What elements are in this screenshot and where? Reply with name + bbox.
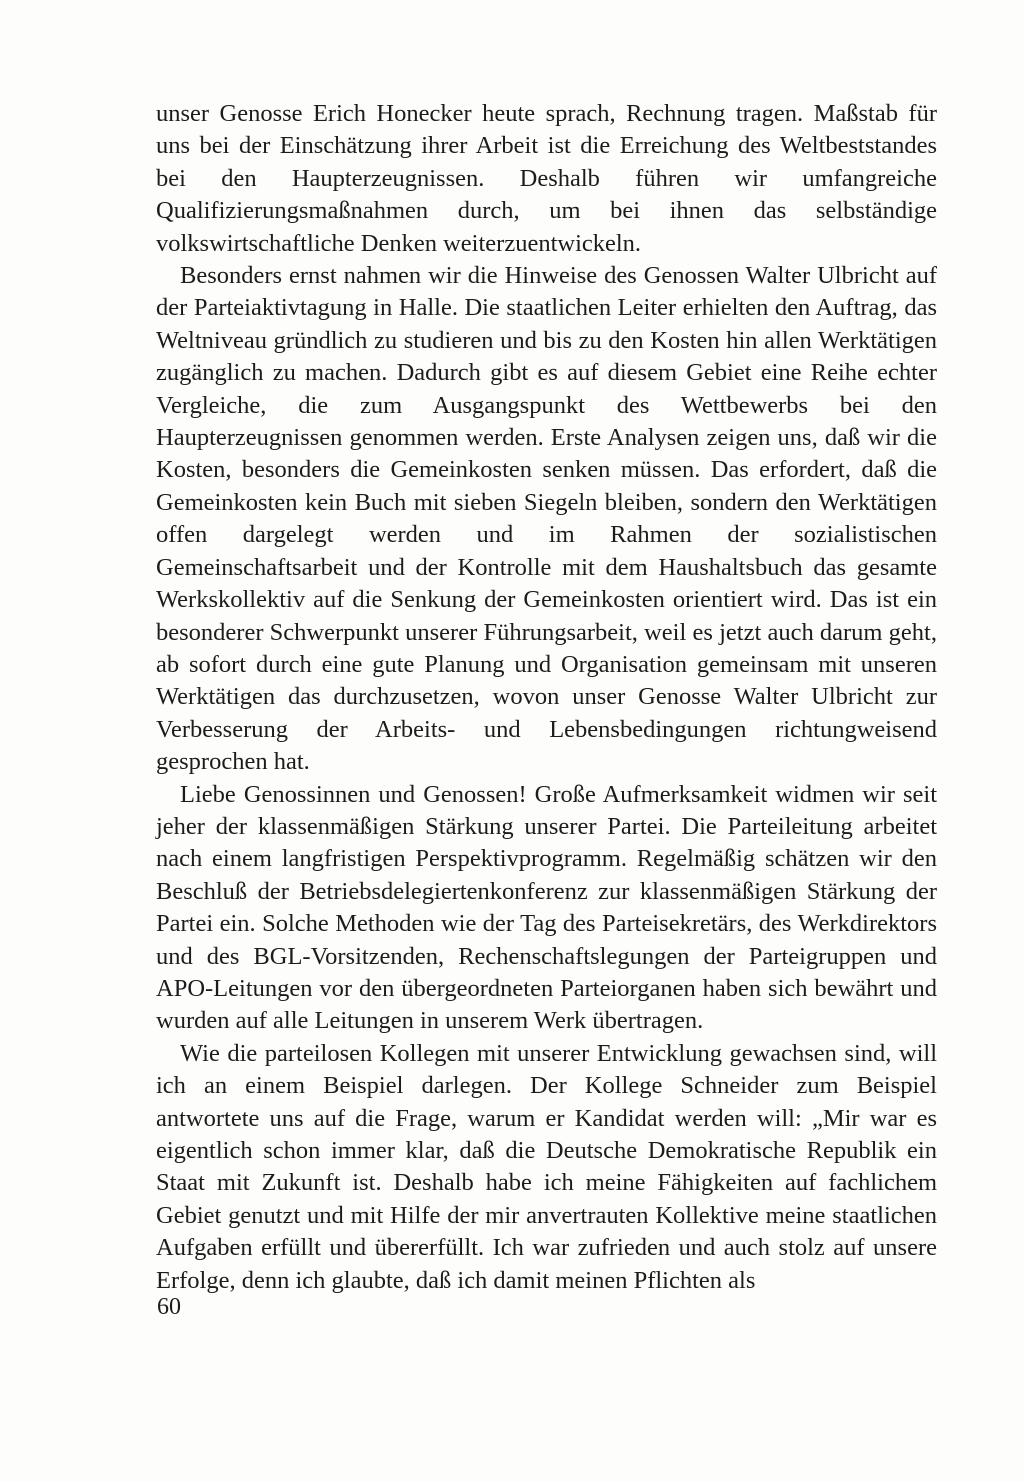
paragraph-kollege-schneider: Wie die parteilosen Kollegen mit unserer Entwicklung gewachsen sind, will ich an einem Beispiel darlegen. Der Kollege Schneider zum Beispiel antwortete uns auf die Frage, warum er Kandidat werden will: „Mir war es eigentlich schon immer klar, daß die Deutsche Demokratische Republik ein Staat mit Zukunft ist. Deshalb habe ich meine Fähigkeiten auf fachlichem Gebiet genutzt und mit Hilfe der mir anvertrauten Kollektive meine staatlichen Aufgaben erfüllt und übererfüllt. Ich war zufrieden und auch stolz auf unsere Erfolge, denn ich glaubte, daß ich damit meinen Pflichten als — [156, 1039, 937, 1294]
paragraph-continuation: unser Genosse Erich Honecker heute sprach, Rechnung tragen. Maßstab für uns bei der Einschätzung ihrer Arbeit ist die Erreichung des Weltbeststandes bei den Haupterzeugnissen. Deshalb führen wir umfangreiche Qualifizierungsmaßnahmen durch, um bei ihnen das selbständige volkswirtschaftliche Denken weiterzuentwickeln. — [156, 100, 937, 257]
body-text — [156, 98, 937, 1297]
paragraph-parteistaerkung: Liebe Genossinnen und Genossen! Große Aufmerksamkeit widmen wir seit jeher der klassenmäßigen Stärkung unserer Partei. Die Parteileitung arbeitet nach einem langfristigen Perspektivprogramm. Regelmäßig schätzen wir den Beschluß der Betriebsdelegiertenkonferenz zur klassenmäßigen Stärkung der Partei ein. Solche Methoden wie der Tag des Parteisekretärs, des Werkdirektors und des BGL-Vorsitzenden, Rechenschaftslegungen der Parteigruppen und APO-Leitungen vor den übergeordneten Parteiorganen haben sich bewährt und wurden auf alle Leitungen in unserem Werk übertragen. — [156, 780, 937, 1035]
page-number: 60 — [157, 1294, 181, 1320]
paragraph-ulbricht-hinweise: Besonders ernst nahmen wir die Hinweise des Genossen Walter Ulbricht auf der Parteiaktivtagung in Halle. Die staatlichen Leiter erhielten den Auftrag, das Weltniveau gründlich zu studieren und bis zu den Kosten hin allen Werktätigen zugänglich zu machen. Dadurch gibt es auf diesem Gebiet eine Reihe echter Vergleiche, die zum Ausgangspunkt des Wettbewerbs bei den Haupterzeugnissen genommen werden. Erste Analysen zeigen uns, daß wir die Kosten, besonders die Gemeinkosten senken müssen. Das erfordert, daß die Gemeinkosten kein Buch mit sieben Siegeln bleiben, sondern den Werktätigen offen dargelegt werden und im Rahmen der sozialistischen Gemeinschaftsarbeit und der Kontrolle mit dem Haushaltsbuch das gesamte Werkskollektiv auf die Senkung der Gemeinkosten orientiert wird. Das ist ein besonderer Schwerpunkt unserer Führungsarbeit, weil es jetzt auch darum geht, ab sofort durch eine gute Planung und Organisation gemeinsam mit unseren Werktätigen das durchzusetzen, wovon unser Genosse Walter Ulbricht zur Verbesserung der Arbeits- und Lebensbedingungen richtungweisend gesprochen hat. — [156, 262, 937, 776]
